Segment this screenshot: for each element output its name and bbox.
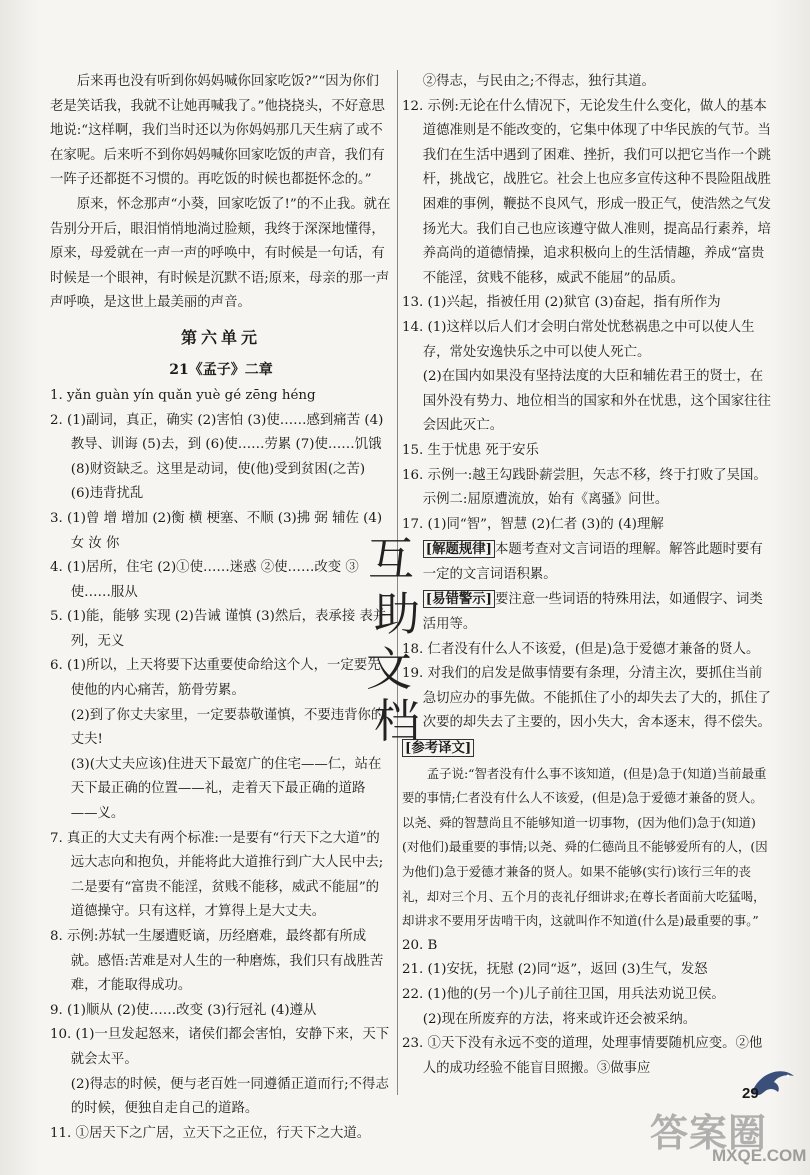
answer-item: 21. (1)安抚，抚慰 (2)同“返”，返回 (3)生气，发怒 xyxy=(402,962,708,978)
stamp-char: 互 xyxy=(368,532,414,586)
answer-item: 11. ①居天下之广居，立天下之正位，行天下之大道。 xyxy=(50,1125,371,1141)
answer-subitem: (2)现在所废弃的方法，将来或许还会被采纳。 xyxy=(422,1011,697,1027)
page-number: 29 xyxy=(742,1085,759,1102)
answer-item: 4. (1)居所，住宅 (2)①使……迷惑 ②使……改变 ③使……服从 xyxy=(50,560,359,600)
stamp-char: 助 xyxy=(374,587,420,641)
stamp-char: 文 xyxy=(366,642,412,696)
answer-item: 20. B xyxy=(402,937,438,953)
story-paragraph-2: 原来，怀念那声“小葵，回家吃饭了!”的不止我。就在告别分开后，眼泪悄悄地淌过脸颊，我终于深深地懂得，原来，母爱就在一声一声的呼唤中，有时候是一句话，有时候是一个眼神，有时候是沉默不语;原来，母亲的那一声声呼唤，是这世上最美丽的声音。 xyxy=(50,196,391,311)
tip-warning-tag: [易错警示] xyxy=(423,590,495,608)
handwritten-stamp xyxy=(360,525,430,745)
answer-subitem: (2)到了你丈夫家里，一定要恭敬谨慎，不要违背你的丈夫! xyxy=(70,707,385,748)
answer-item: 22. (1)他的(另一个)儿子前往卫国，用兵法劝说卫侯。 xyxy=(402,986,725,1002)
tip-rule-text: 本题考查对文言词语的理解。解答此题时要有一定的文言词语积累。 xyxy=(422,542,763,582)
watermark-logo: 答案圈 xyxy=(650,1111,768,1155)
answer-item: 9. (1)顺从 (2)使……改变 (3)行冠礼 (4)遵从 xyxy=(50,1002,317,1018)
translation-tag: [参考译文] xyxy=(402,739,474,757)
answer-item: 1. yǎn guàn yín quǎn yuè gé zēng héng xyxy=(50,387,316,403)
left-column xyxy=(50,70,392,1146)
answer-item: 23. ①天下没有永远不变的道理，处理事情要随机应变。②他人的成功经验不能盲目照搬。③做事应 xyxy=(402,1036,763,1076)
answer-item: 16. 示例一:越王勾践卧薪尝胆，矢志不移，终于打败了吴国。 示例二:屈原遭流放，始有《离骚》问世。 xyxy=(402,467,767,508)
tip-rule xyxy=(402,537,772,587)
story-paragraph-1: 后来再也没有听到你妈妈喊你回家吃饭?”“因为你们老是笑话我，我就不让她再喊我了。”他挠挠头，不好意思地说:“这样啊，我们当时还以为你妈妈那几天生病了或不在家呢。后来听不到你妈妈喊你回家吃饭的声音，我们有一阵子还都挺不习惯的。再吃饭的时候也都挺怀念的。” xyxy=(50,74,385,188)
unit-title: 第六单元 xyxy=(180,327,261,347)
translation-header xyxy=(402,736,772,762)
tip-warning xyxy=(402,587,772,637)
answer-item: 15. 生于忧患 死于安乐 xyxy=(402,442,539,458)
answer-subitem: (6)违背扰乱 xyxy=(70,486,144,502)
answer-item: 6. (1)所以，上天将要下达重要使命给这个人，一定要先使他的内心痛苦，筋骨劳累。 xyxy=(50,658,381,699)
right-column xyxy=(402,70,772,1081)
translation-text: 孟子说:“智者没有什么事不该知道，(但是)急于(知道)当前最重要的事情;仁者没有什么人不该爱，(但是)急于爱德才兼备的贤人。以尧、舜的智慧尚且不能够知道一切事物，(因为他们)急于(知道)(对他们)最重要的事情;以尧、舜的仁德尚且不能够爱所有的人，(因为他们)急于爱德才兼备的贤人。如果不能够(实行)该行三年的丧礼，却对三个月、五个月的丧礼仔细讲求;在尊长者面前大吃猛喝，却讲求不要用牙齿啃干肉，这就叫作不知道(什么是)最重要的事。” xyxy=(402,765,768,929)
answer-item: 10. (1)一旦发起怒来，诸侯们都会害怕，安静下来，天下就会太平。 xyxy=(50,1027,390,1067)
tip-warning-text: 要注意一些词语的特殊用法，如通假字、词类活用等。 xyxy=(422,592,763,633)
answer-item: 19. 对我们的启发是做事情要有条理，分清主次，要抓住当前急切应办的事先做。不能抓住了小的却失去了大的，抓住了次要的却失去了主要的，因小失大，舍本逐末，得不偿失。 xyxy=(402,666,771,731)
lesson-title: 21《孟子》二章 xyxy=(169,361,273,378)
answer-item: 17. (1)同“智”，智慧 (2)仁者 (3)的 (4)理解 xyxy=(402,516,664,532)
stamp-char: 档 xyxy=(374,694,420,745)
tip-rule-tag: [解题规律] xyxy=(423,540,495,558)
answer-item: 8. 示例:苏轼一生屡遭贬谪，历经磨难，最终都有所成就。感悟:苦难是对人生的一种磨炼，我们只有战胜苦难，才能取得成功。 xyxy=(50,929,384,994)
answer-subitem: (2)得志的时候，便与老百姓一同遵循正道而行;不得志的时候，便独自走自己的道路。 xyxy=(70,1076,389,1117)
answer-item: 13. (1)兴起，指被任用 (2)狱官 (3)奋起，指有所作为 xyxy=(402,295,721,311)
answer-subitem: (2)在国内如果没有坚持法度的大臣和辅佐君王的贤士，在国外没有势力、地位相当的国家和外在忧患，这个国家往往会因此灭亡。 xyxy=(422,369,771,434)
answer-item: 3. (1)曾 增 增加 (2)衡 横 梗塞、不顺 (3)拂 弼 辅佐 (4)女 汝 你 xyxy=(50,510,383,551)
watermark-url: MXQE.COM xyxy=(712,1146,807,1165)
answer-item: 18. 仁者没有什么人不该爱，(但是)急于爱德才兼备的贤人。 xyxy=(402,641,760,657)
answer-item: 7. 真正的大丈夫有两个标准:一是要有“行天下之大道”的远大志向和抱负，并能将此大道推行到广大人民中去;二是要有“富贵不能淫，贫贱不能移，威武不能屈”的道德操守。只有这样，才算得上是大丈夫。 xyxy=(50,830,384,920)
answer-subitem: (3)(大丈夫应该)住进天下最宽广的住宅——仁，站在天下最正确的位置——礼，走着天下最正确的道路——义。 xyxy=(70,756,382,822)
answer-item: 14. (1)这样以后人们才会明白常处忧愁祸患之中可以使人生存，常处安逸快乐之中可以使人死亡。 xyxy=(402,319,755,360)
answer-item: 2. (1)副词，真正，确实 (2)害怕 (3)使……感到痛苦 (4)教导、训诲 (5)去，到 (6)使……劳累 (7)使……饥饿 (8)财资缺乏。这里是动词，使(他)受到贫困(之苦) xyxy=(50,412,384,477)
answer-subitem: ②得志，与民由之;不得志，独行其道。 xyxy=(422,74,655,89)
answer-item: 5. (1)能，能够 实现 (2)告诫 谨慎 (3)然后，表承接 表并列，无义 xyxy=(50,609,387,649)
answer-item: 12. 示例:无论在什么情况下，无论发生什么变化，做人的基本道德准则是不能改变的，它集中体现了中华民族的气节。当我们在生活中遇到了困难、挫折，我们可以把它当作一个跳杆，挑战它，战胜它。社会上也应多宣传这种不畏险阻战胜困难的事例，鞭挞不良风气，形成一股正气，使浩然之气发扬光大。我们自己也应该遵守做人准则，提高品行素养，培养高尚的道德情操，追求积极向上的生活情趣，养成“富贵不能淫，贫贱不能移，威武不能屈”的品质。 xyxy=(402,98,771,286)
